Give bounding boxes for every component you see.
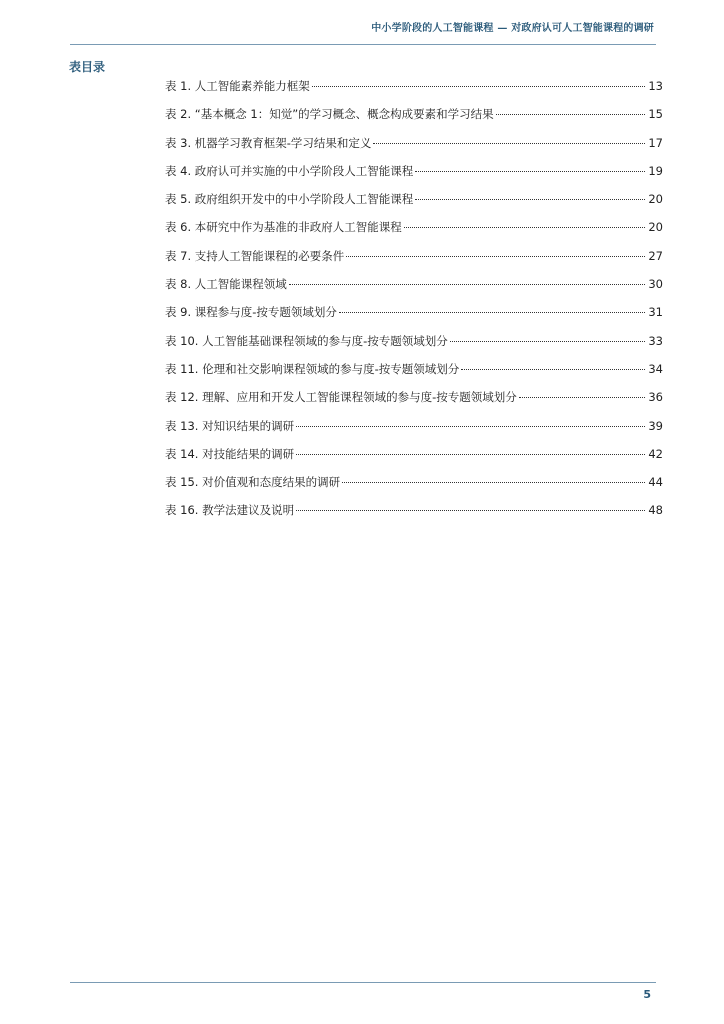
toc-entry-page-number[interactable]: 20 bbox=[648, 220, 663, 235]
toc-entry[interactable] bbox=[165, 474, 663, 502]
toc-entry-label[interactable]: 表 10. 人工智能基础课程领域的参与度-按专题领域划分 bbox=[165, 333, 448, 348]
table-of-tables bbox=[165, 78, 663, 531]
toc-dot-leader bbox=[346, 256, 645, 257]
toc-entry-label[interactable]: 表 9. 课程参与度-按专题领域划分 bbox=[165, 305, 337, 320]
toc-entry-page-number[interactable]: 44 bbox=[648, 475, 663, 490]
toc-entry-label[interactable]: 表 5. 政府组织开发中的中小学阶段人工智能课程 bbox=[165, 192, 414, 207]
toc-dot-leader bbox=[342, 482, 645, 483]
toc-entry-page-number[interactable]: 48 bbox=[648, 503, 663, 518]
toc-entry-label[interactable]: 表 2. “基本概念 1：知觉”的学习概念、概念构成要素和学习结果 bbox=[165, 107, 494, 122]
toc-entry[interactable] bbox=[165, 389, 663, 417]
toc-entry-page-number[interactable]: 39 bbox=[648, 418, 663, 433]
toc-entry-page-number[interactable]: 19 bbox=[648, 163, 663, 178]
toc-dot-leader bbox=[519, 397, 646, 398]
toc-entry[interactable] bbox=[165, 106, 663, 134]
toc-entry-label[interactable]: 表 3. 机器学习教育框架-学习结果和定义 bbox=[165, 135, 372, 150]
toc-entry[interactable] bbox=[165, 163, 663, 191]
toc-entry[interactable] bbox=[165, 276, 663, 304]
toc-entry-page-number[interactable]: 42 bbox=[648, 446, 663, 461]
toc-entry-label[interactable]: 表 11. 伦理和社交影响课程领域的参与度-按专题领域划分 bbox=[165, 361, 460, 376]
toc-entry-label[interactable]: 表 12. 理解、应用和开发人工智能课程领域的参与度-按专题领域划分 bbox=[165, 390, 517, 405]
toc-entry-label[interactable]: 表 16. 教学法建议及说明 bbox=[165, 503, 295, 518]
toc-entry-page-number[interactable]: 27 bbox=[648, 248, 663, 263]
toc-entry-page-number[interactable]: 34 bbox=[648, 361, 663, 376]
toc-entry-page-number[interactable]: 30 bbox=[648, 277, 663, 292]
toc-entry-page-number[interactable]: 13 bbox=[648, 79, 663, 93]
toc-entry[interactable] bbox=[165, 78, 663, 106]
toc-entry[interactable] bbox=[165, 304, 663, 332]
toc-entry-label[interactable]: 表 1. 人工智能素养能力框架 bbox=[165, 79, 310, 93]
toc-entry-page-number[interactable]: 31 bbox=[648, 305, 663, 320]
toc-entry[interactable] bbox=[165, 219, 663, 247]
toc-entry[interactable] bbox=[165, 361, 663, 389]
toc-dot-leader bbox=[404, 227, 646, 228]
toc-entry[interactable] bbox=[165, 446, 663, 474]
toc-dot-leader bbox=[296, 454, 645, 455]
toc-entry-label[interactable]: 表 14. 对技能结果的调研 bbox=[165, 446, 295, 461]
toc-entry-page-number[interactable]: 17 bbox=[648, 135, 663, 150]
toc-entry-label[interactable]: 表 7. 支持人工智能课程的必要条件 bbox=[165, 248, 345, 263]
toc-entry-label[interactable]: 表 6. 本研究中作为基准的非政府人工智能课程 bbox=[165, 220, 402, 235]
header-divider bbox=[70, 44, 656, 45]
toc-entry[interactable] bbox=[165, 333, 663, 361]
toc-dot-leader bbox=[312, 86, 646, 87]
toc-dot-leader bbox=[373, 143, 645, 144]
running-header-title: 中小学阶段的人工智能课程 — 对政府认可人工智能课程的调研 bbox=[371, 23, 654, 34]
toc-dot-leader bbox=[496, 114, 646, 115]
toc-entry[interactable] bbox=[165, 418, 663, 446]
toc-dot-leader bbox=[296, 510, 645, 511]
toc-entry[interactable] bbox=[165, 248, 663, 276]
toc-entry-label[interactable]: 表 8. 人工智能课程领域 bbox=[165, 277, 287, 292]
toc-dot-leader bbox=[339, 312, 645, 313]
toc-entry-page-number[interactable]: 33 bbox=[648, 333, 663, 348]
toc-dot-leader bbox=[461, 369, 645, 370]
toc-dot-leader bbox=[296, 426, 645, 427]
toc-entry[interactable] bbox=[165, 191, 663, 219]
section-title: 表目录 bbox=[69, 60, 106, 74]
toc-dot-leader bbox=[289, 284, 646, 285]
toc-entry-label[interactable]: 表 4. 政府认可并实施的中小学阶段人工智能课程 bbox=[165, 163, 414, 178]
toc-dot-leader bbox=[450, 341, 646, 342]
toc-entry-label[interactable]: 表 15. 对价值观和态度结果的调研 bbox=[165, 475, 341, 490]
toc-entry[interactable] bbox=[165, 135, 663, 163]
footer-divider bbox=[70, 982, 656, 983]
page-number: 5 bbox=[643, 988, 651, 1001]
toc-entry-page-number[interactable]: 15 bbox=[648, 107, 663, 122]
toc-entry-page-number[interactable]: 36 bbox=[648, 390, 663, 405]
toc-entry-page-number[interactable]: 20 bbox=[648, 192, 663, 207]
toc-entry[interactable] bbox=[165, 502, 663, 530]
toc-dot-leader bbox=[415, 171, 645, 172]
toc-dot-leader bbox=[415, 199, 645, 200]
toc-entry-label[interactable]: 表 13. 对知识结果的调研 bbox=[165, 418, 295, 433]
